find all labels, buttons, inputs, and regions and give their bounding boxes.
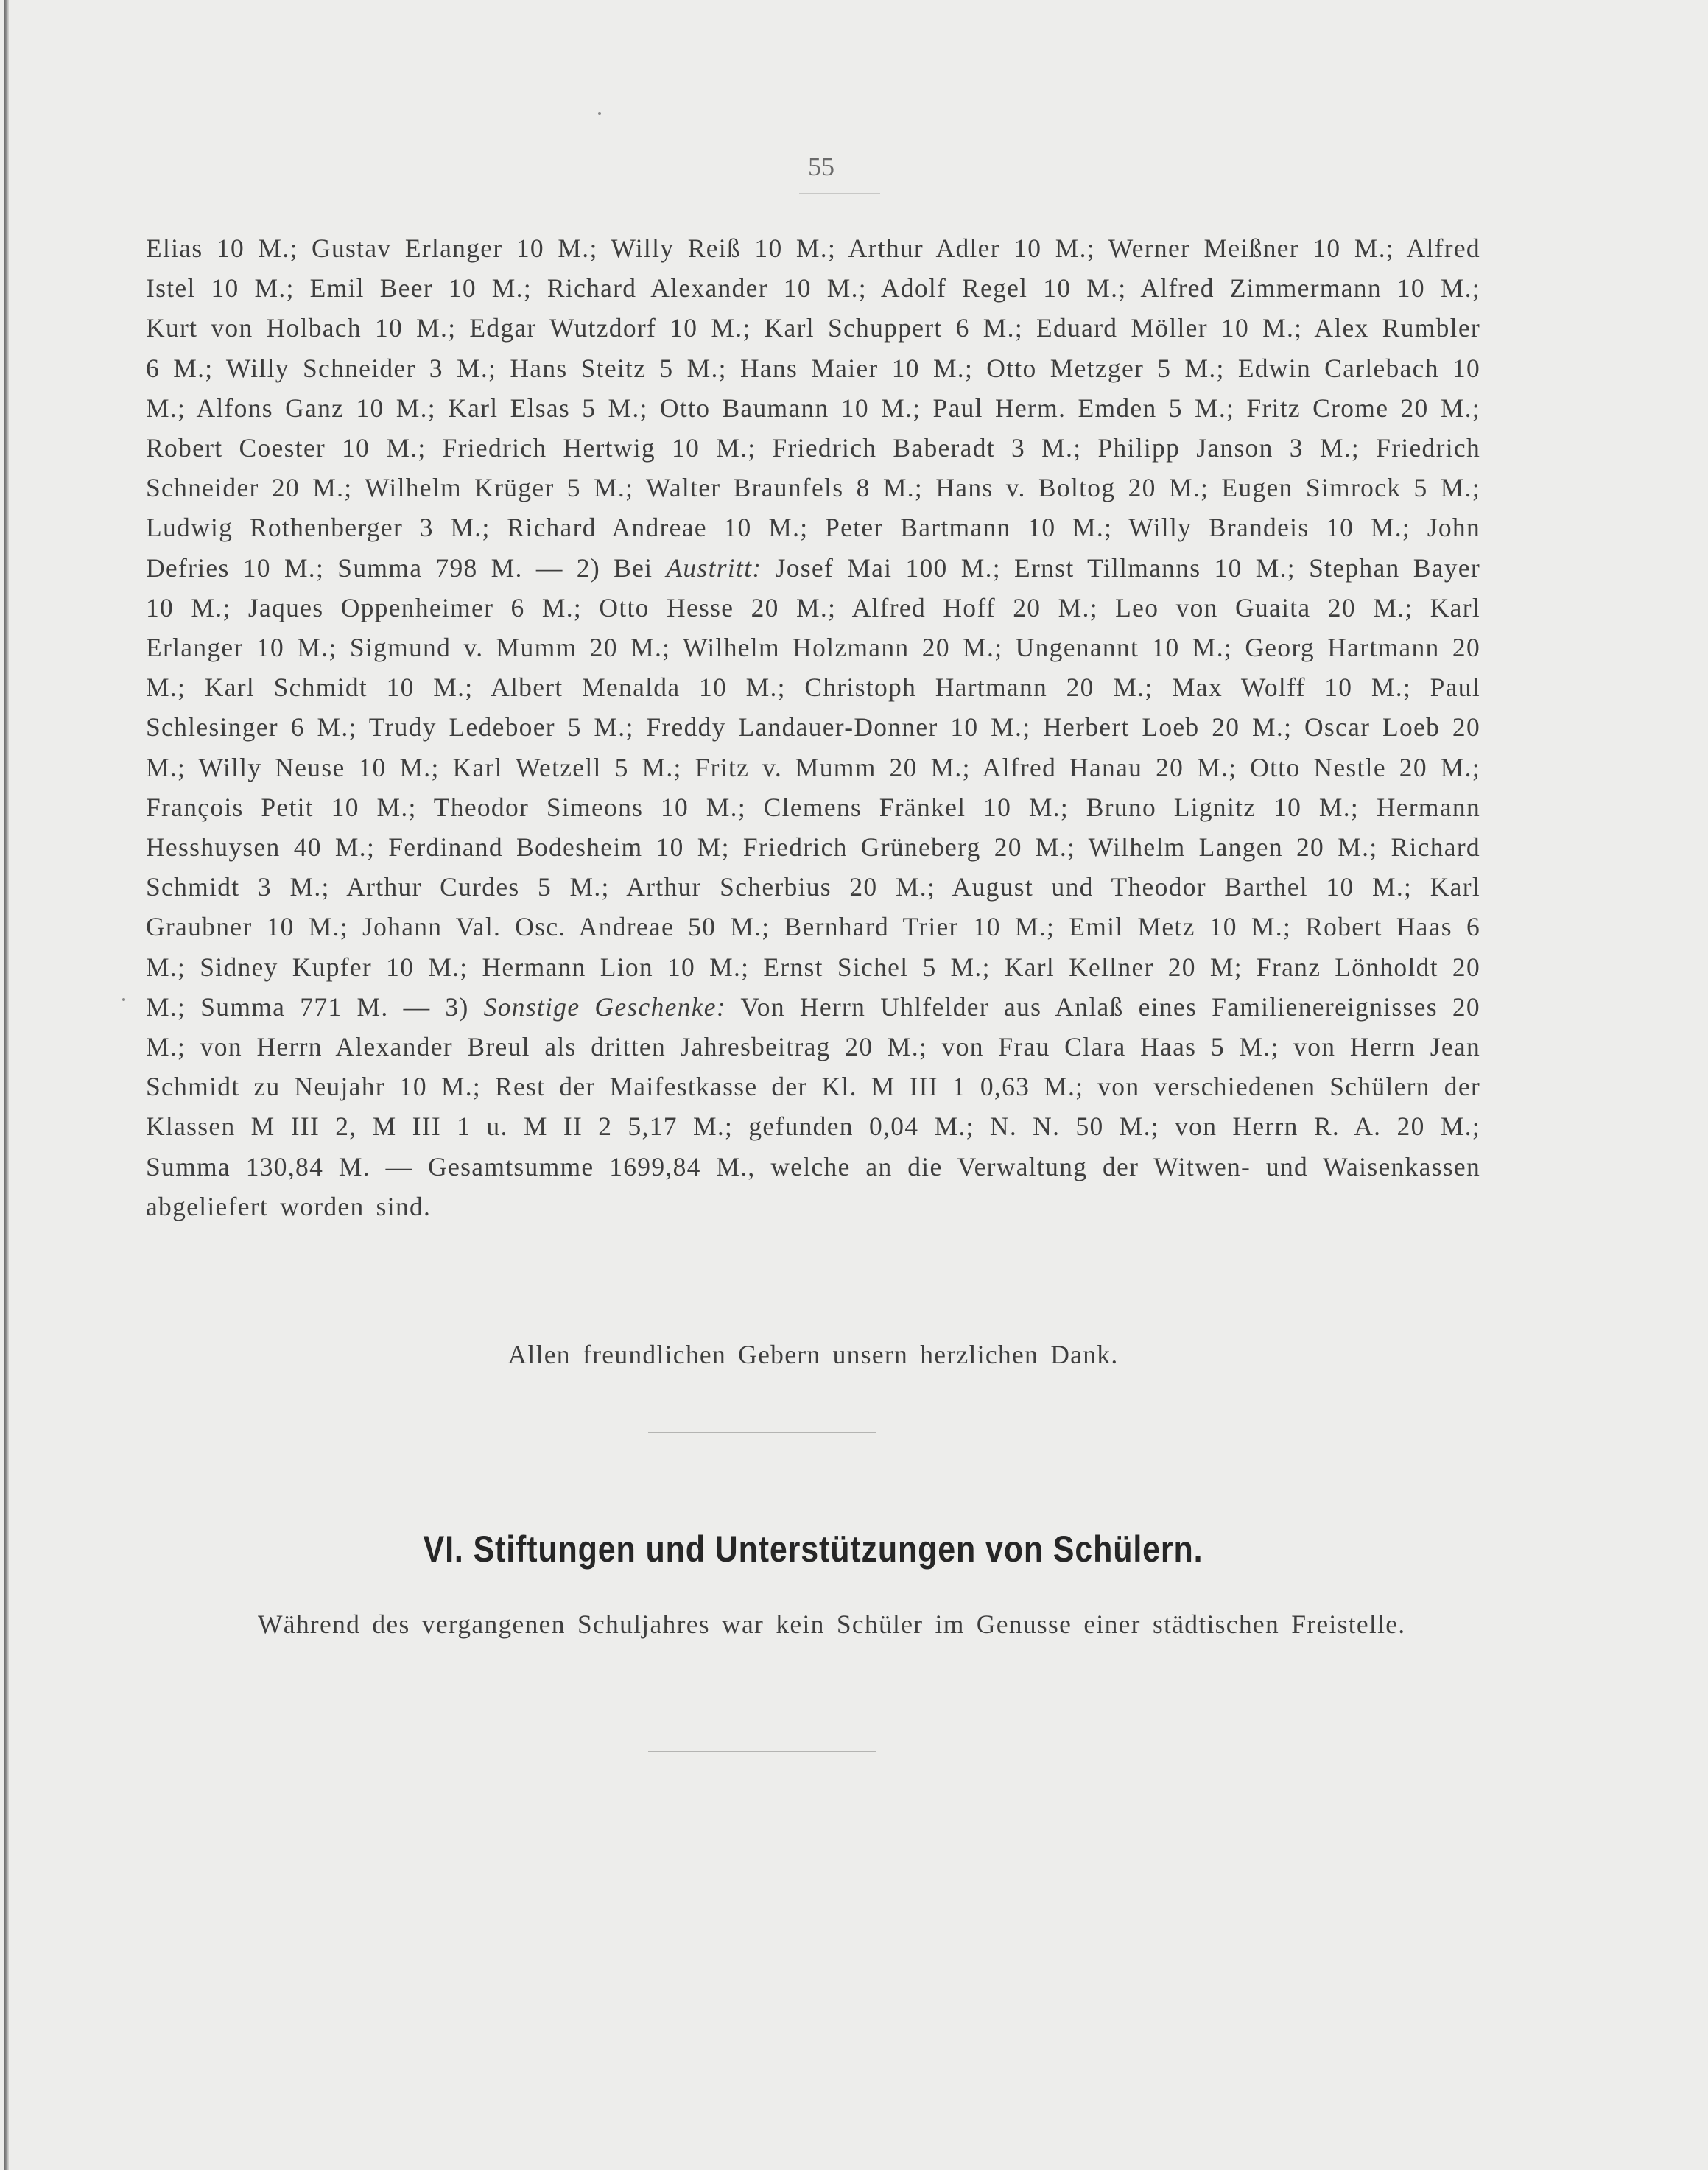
section-divider	[648, 1432, 876, 1433]
thanks-line: Allen freundlichen Gebern unsern herzlichen Dank.	[507, 1340, 1119, 1369]
section-paragraph: Während des vergangenen Schuljahres war kein Schüler im Genusse einer städtischen Freistelle.	[258, 1609, 1406, 1639]
section-heading: VI. Stiftungen und Unterstützungen von Schülern.	[423, 1528, 1203, 1570]
paper-speck	[598, 112, 601, 115]
donations-part-2: Josef Mai 100 M.; Ernst Tillmanns 10 M.; Stephan Bayer 10 M.; Jaques Oppenheimer 6 M.; Otto Hesse 20 M.; Alfred Hoff 20 M.; Leo von Guaita 20 M.; Karl Erlanger 10 M.; Sigmund v. Mumm 20 M.; Wilhelm Holzmann 20 M.; Ungenannt 10 M.; Georg Hartmann 20 M.; Karl Schmidt 10 M.; Albert Menalda 10 M.; Christoph Hartmann 20 M.; Max Wolff 10 M.; Paul Schlesinger 6 M.; Trudy Ledeboer 5 M.; Freddy Landauer-Donner 10 M.; Herbert Loeb 20 M.; Oscar Loeb 20 M.; Willy Neuse 10 M.; Karl Wetzell 5 M.; Fritz v. Mumm 20 M.; Alfred Hanau 20 M.; Otto Nestle 20 M.; François Petit 10 M.; Theodor Simeons 10 M.; Clemens Fränkel 10 M.; Bruno Lignitz 10 M.; Hermann Hesshuysen 40 M.; Ferdinand Bodesheim 10 M; Friedrich Grüneberg 20 M.; Wilhelm Langen 20 M.; Richard Schmidt 3 M.; Arthur Curdes 5 M.; Arthur Scherbius 20 M.; August und Theodor Barthel 10 M.; Karl Graubner 10 M.; Johann Val. Osc. Andreae 50 M.; Bernhard Trier 10 M.; Emil Metz 10 M.; Robert Haas 6 M.; Sidney Kupfer 10 M.; Hermann Lion 10 M.; Ernst Sichel 5 M.; Karl Kellner 20 M; Franz Lönholdt 20 M.; Summa 771 M. — 3)	[146, 552, 1480, 1022]
page-binding-edge	[4, 0, 9, 2170]
paper-speck	[122, 998, 125, 1001]
donations-part-1: Elias 10 M.; Gustav Erlanger 10 M.; Willy Reiß 10 M.; Arthur Adler 10 M.; Werner Meißner 10 M.; Alfred Istel 10 M.; Emil Beer 10 M.; Richard Alexander 10 M.; Adolf Regel 10 M.; Alfred Zimmermann 10 M.; Kurt von Holbach 10 M.; Edgar Wutzdorf 10 M.; Karl Schuppert 6 M.; Eduard Möller 10 M.; Alex Rumbler 6 M.; Willy Schneider 3 M.; Hans Steitz 5 M.; Hans Maier 10 M.; Otto Metzger 5 M.; Edwin Carlebach 10 M.; Alfons Ganz 10 M.; Karl Elsas 5 M.; Otto Baumann 10 M.; Paul Herm. Emden 5 M.; Fritz Crome 20 M.; Robert Coester 10 M.; Friedrich Hertwig 10 M.; Friedrich Baberadt 3 M.; Philipp Janson 3 M.; Friedrich Schneider 20 M.; Wilhelm Krüger 5 M.; Walter Braunfels 8 M.; Hans v. Boltog 20 M.; Eugen Simrock 5 M.; Ludwig Rothenberger 3 M.; Richard Andreae 10 M.; Peter Bartmann 10 M.; Willy Brandeis 10 M.; John Defries 10 M.; Summa 798 M. — 2) Bei	[146, 233, 1480, 583]
sonstige-geschenke-label: Sonstige Geschenke:	[483, 991, 726, 1022]
page-number: 55	[808, 152, 834, 181]
austritt-label: Austritt:	[666, 552, 762, 583]
section-divider	[648, 1751, 876, 1752]
donation-list-paragraph	[146, 228, 1480, 1226]
donations-part-3: Von Herrn Uhlfelder aus Anlaß eines Familienereignisses 20 M.; von Herrn Alexander Breul als dritten Jahresbeitrag 20 M.; von Frau Clara Haas 5 M.; von Herrn Jean Schmidt zu Neujahr 10 M.; Rest der Maifestkasse der Kl. M III 1 0,63 M.; von verschiedenen Schülern der Klassen M III 2, M III 1 u. M II 2 5,17 M.; gefunden 0,04 M.; N. N. 50 M.; von Herrn R. A. 20 M.; Summa 130,84 M. — Gesamtsumme 1699,84 M., welche an die Verwaltung der Witwen- und Waisenkassen abgeliefert worden sind.	[146, 991, 1480, 1221]
page-number-rule	[799, 193, 880, 194]
